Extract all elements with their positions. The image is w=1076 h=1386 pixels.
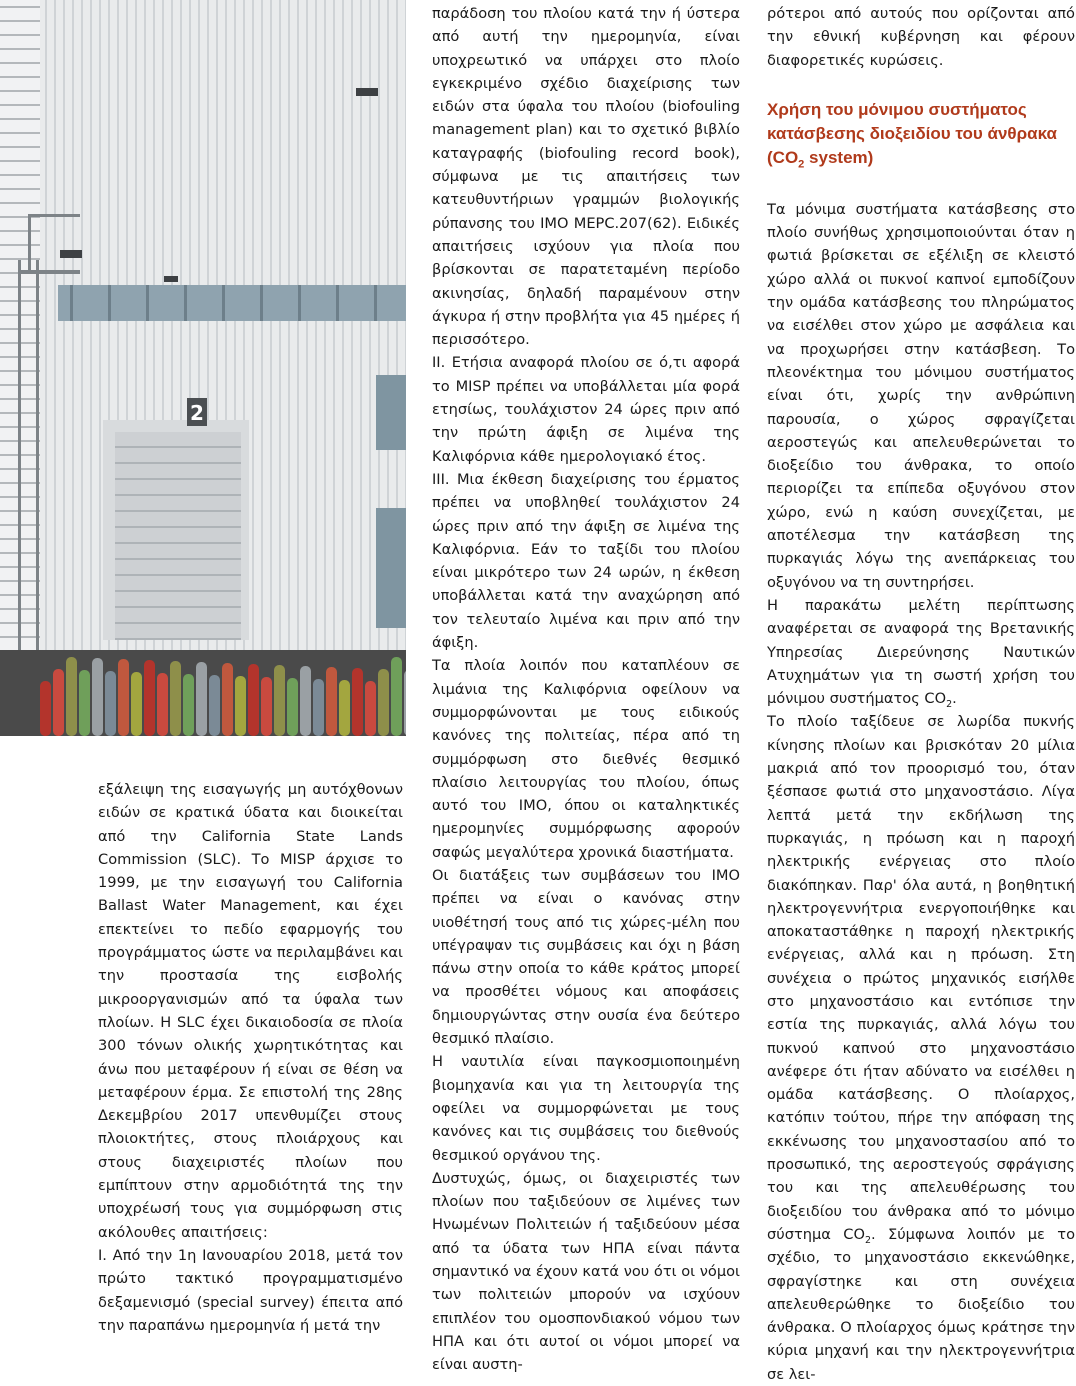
subscript: 2	[946, 699, 953, 711]
text-column-1	[98, 778, 403, 1337]
section-heading	[767, 98, 1075, 170]
building-illustration	[0, 0, 406, 736]
gas-cylinder	[170, 661, 181, 736]
building-photo	[0, 0, 406, 736]
paragraph: παράδοση του πλοίου κατά την ή ύστερα από αυτή την ημερομηνία, είναι υποχρεωτικό να υπάρχει στο πλοίο εγκεκριμένο σχέδιο διαχείρισης των ειδών στα ύφαλα του πλοίου (biofouling management plan) και το σχετικό βιβλίο καταγραφής (biofouling record book), σύμφωνα με τις απαιτήσεις των κατευθυντήριων γραμμών βιολογικής ρύπανσης του IMO MEPC.207(62). Ειδικές απαιτήσεις ισχύουν για πλοία που βρίσκονται σε παρατεταμένη περίοδο ακινησίας, δηλαδή παραμένουν στην άγκυρα ή στην προβλήτα για 45 ημέρες ή περισσότερο.	[432, 5, 740, 349]
gas-cylinder	[274, 665, 285, 736]
heading-subscript: 2	[798, 158, 805, 171]
paragraph-text: Η παρακάτω μελέτη περίπτωσης αναφέρεται σε αναφορά της Βρετανικής Υπηρεσίας Διερεύνησης Ναυτικών Ατυχημάτων για τη σωστή χρήση του μόνιμου συστήματος CO	[767, 596, 1075, 708]
gas-cylinder	[157, 673, 168, 736]
paragraph: ΙΙΙ. Μια έκθεση διαχείρισης του έρματος πρέπει να υποβληθεί τουλάχιστον 24 ώρες πριν από την άφιξη σε λιμένα της Καλιφόρνια. Εάν το ταξίδι του πλοίου είναι μικρότερο των 24 ωρών, η έκθεση υποβάλλεται κατά την αναχώρηση από τον τελευταίο λιμένα και πριν από την άφιξη.	[432, 470, 740, 652]
gas-cylinder	[222, 663, 233, 736]
heading-text: Χρήση του μόνιμου συστήματος κατάσβεσης διοξειδίου του άνθρακα (CO	[767, 99, 1057, 167]
window-divider	[146, 285, 149, 321]
window-divider	[184, 285, 187, 321]
paragraph: Οι διατάξεις των συμβάσεων του IMO πρέπει να είναι ο κανόνας στην υιοθέτησή τους από τις χώρες-μέλη που υπέγραψαν τις συμβάσεις και όχι η βάση πάνω στην οποία το κάθε κράτος μπορεί να προσθέτει νόμους και αποφάσεις δημιουργώντας στην ουσία ένα δεύτερο θεσμικό πλαίσιο.	[432, 866, 740, 1048]
gas-cylinder	[365, 681, 376, 736]
paragraph: Η ναυτιλία είναι παγκοσμιοποιημένη βιομηχανία και για τη λειτουργία της οφείλει να συμμορφώνεται με τους κανόνες και τις συμβάσεις του διεθνούς θεσμικού οργάνου της.	[432, 1053, 740, 1164]
gas-cylinder	[248, 664, 259, 736]
gas-cylinder	[105, 671, 116, 736]
gas-cylinder	[131, 672, 142, 736]
window-divider	[222, 285, 225, 321]
paragraph: ΙΙ. Ετήσια αναφορά πλοίου σε ό,τι αφορά το MISP πρέπει να υποβάλλεται μία φορά ετησίως, τουλάχιστον 24 ώρες πριν από την πρώτη άφιξη σε λιμένα της Καλιφόρνια κάθε ημερολογιακό έτος.	[432, 354, 740, 465]
text-column-3	[767, 2, 1075, 1386]
paragraph: Ι. Από την 1η Ιανουαρίου 2018, μετά τον πρώτο τακτικό προγραμματισμένο δεξαμενισμό (special survey) έπειτα από την παραπάνω ημερομηνία ή μετά την	[98, 1246, 403, 1334]
gas-cylinder	[287, 678, 298, 736]
gas-cylinder	[92, 658, 103, 736]
paragraph: ρότεροι από αυτούς που ορίζονται από την εθνική κυβέρνηση και φέρουν διαφορετικές κυρώσεις.	[767, 5, 1075, 69]
paragraph: Τα πλοία λοιπόν που καταπλέουν σε λιμάνια της Καλιφόρνια οφείλουν να συμμορφώνονται με τους ειδικούς κανόνες της πολιτείας, πέρα από τη συμμόρφωση στο διεθνές θεσμικό πλαίσιο λειτουργίας του πλοίου, όπως αυτό του IMO, όπου οι καταληκτικές ημερομηνίες συμμόρφωσης αφορούν σαφώς μεγαλύτερα χρονικά διαστήματα.	[432, 657, 740, 861]
paragraph	[767, 710, 1075, 1386]
ladder-rail	[36, 260, 39, 680]
lamp	[164, 276, 178, 282]
gas-cylinder	[404, 670, 406, 736]
lamp	[356, 88, 378, 96]
window-divider	[374, 285, 377, 321]
heading-text-end: system)	[804, 147, 874, 167]
window-divider	[108, 285, 111, 321]
subscript: 2	[864, 1234, 871, 1246]
paragraph-text-end: .	[952, 690, 957, 708]
window-divider	[336, 285, 339, 321]
gas-cylinder	[196, 662, 207, 736]
ladder-rail	[18, 260, 21, 680]
window-right	[376, 375, 406, 450]
gas-cylinder	[352, 668, 363, 736]
gas-cylinder	[53, 669, 64, 736]
gas-cylinder	[144, 660, 155, 736]
window-divider	[298, 285, 301, 321]
paragraph: εξάλειψη της εισαγωγής μη αυτόχθονων ειδών σε κρατικά ύδατα και διοικείται από την California State Lands Commission (SLC). Το MISP άρχισε το 1999, με την εισαγωγή του California Ballast Water Management, και έχει επεκτείνει το πεδίο εφαρμογής του προγράμματος ώστε να περιλαμβάνει και την προστασία της εισβολής μικροοργανισμών από τα ύφαλα των πλοίων. Η SLC έχει δικαιοδοσία σε πλοία 300 τόνων ολικής χωρητικότητας και άνω που μεταφέρουν ή είναι σε θέση να μεταφέρουν έρμα. Σε επιστολή της 28ης Δεκεμβρίου 2017 υπενθυμίζει στους πλοιοκτήτες, στους πλοιάρχους και στους διαχειριστές πλοίων που εμπίπτουν στην αρμοδιότητά της την υποχρέωσή τους για συμμόρφωση στις ακόλουθες απαιτήσεις:	[98, 781, 403, 1241]
gas-cylinder	[209, 675, 220, 736]
gas-cylinder	[378, 669, 389, 736]
paragraph	[767, 594, 1075, 710]
gas-cylinder	[40, 681, 51, 736]
gas-cylinder	[313, 679, 324, 736]
text-column-2	[432, 2, 740, 1377]
roll-up-door	[115, 432, 241, 640]
window-divider	[260, 285, 263, 321]
gas-cylinder	[118, 659, 129, 736]
gas-cylinder	[261, 677, 272, 736]
door-number: 2	[190, 401, 204, 425]
gas-cylinder	[300, 666, 311, 736]
gas-cylinder	[183, 674, 194, 736]
gas-cylinder	[339, 680, 350, 736]
window-right	[376, 508, 406, 628]
paragraph-text: Το πλοίο ταξίδευε σε λωρίδα πυκνής κίνησης πλοίων και βρισκόταν 20 μίλια μακριά από τον προορισμό του, όταν ξέσπασε φωτιά στο μηχανοστάσιο. Λίγα λεπτά μετά την εκδήλωση της πυρκαγιάς, η πρόωση και η παροχή ηλεκτρικής ενέργειας στο πλοίο διακόπηκαν. Παρ' όλα αυτά, η βοηθητική ηλεκτρογεννήτρια ενεργοποιήθηκε και αποκαταστάθηκε η παροχή ηλεκτρικής ενέργειας, αλλά και η πρόωση. Στη συνέχεια ο πρώτος μηχανικός εισήλθε στο μηχανοστάσιο και εντόπισε την εστία της πυρκαγιάς, αλλά λόγω του πυκνού καπνού στο μηχανοστάσιο ανέφερε ότι ήταν αδύνατο να εισέλθει η ομάδα κατάσβεσης. Ο πλοίαρχος, κατόπιν τούτου, πήρε την απόφαση της εκκένωσης του μηχανοστασίου από το προσωπικό, της αεροστεγούς σφράγισης του και της απελευθέρωσης του διοξειδίου του άνθρακα από το μόνιμο σύστημα CO	[767, 713, 1075, 1243]
paragraph-text-end: . Σύμφωνα λοιπόν με το σχέδιο, το μηχανοστάσιο εκκενώθηκε, σφραγίστηκε και στη συνέχεια απελευθερώθηκε το διοξείδιο του άνθρακα. Ο πλοίαρχος όμως κράτησε την κύρια μηχανή και την ηλεκτρογεννήτρια σε λει-	[767, 1225, 1075, 1383]
gas-cylinder	[391, 657, 402, 736]
gas-cylinder	[235, 676, 246, 736]
gas-cylinder	[326, 667, 337, 736]
gas-cylinder	[66, 657, 77, 736]
paragraph: Τα μόνιμα συστήματα κατάσβεσης στο πλοίο συνήθως χρησιμοποιούνται όταν η φωτιά βρίσκεται σε εξέλιξη σε κλειστό χώρο αλλά οι πυκνοί καπνοί εμποδίζουν την ομάδα κατάσβεσης του πληρώματος να εισέλθει στον χώρο με ασφάλεια και να προχωρήσει στην κατάσβεση. Το πλεονέκτημα του μόνιμου συστήματος είναι ότι, χωρίς την ανθρώπινη παρουσία, ο χώρος σφραγίζεται αεροστεγώς και απελευθερώνεται το διοξείδιο του άνθρακα, το οποίο περιορίζει τα επίπεδα οξυγόνου στον χώρο, ενώ η καύση συνεχίζεται, με αποτέλεσμα την κατάσβεση της πυρκαγιάς λόγω της ανεπάρκειας του οξυγόνου να τη συντηρήσει.	[767, 200, 1075, 591]
window-divider	[70, 285, 73, 321]
paragraph: Δυστυχώς, όμως, οι διαχειριστές των πλοίων που ταξιδεύουν σε λιμένες των Ηνωμένων Πολιτειών ή ταξιδεύουν μέσα από τα ύδατα των ΗΠΑ είναι πάντα σημαντικό να έχουν κατά νου ότι οι νόμοι των πολιτειών μπορούν να ισχύουν επιπλέον του ομοσπονδιακού νόμου των ΗΠΑ και ότι αυτοί οι νόμοι μπορεί να είναι αυστη-	[432, 1169, 740, 1374]
gas-cylinder	[79, 670, 90, 736]
lamp	[60, 250, 82, 258]
